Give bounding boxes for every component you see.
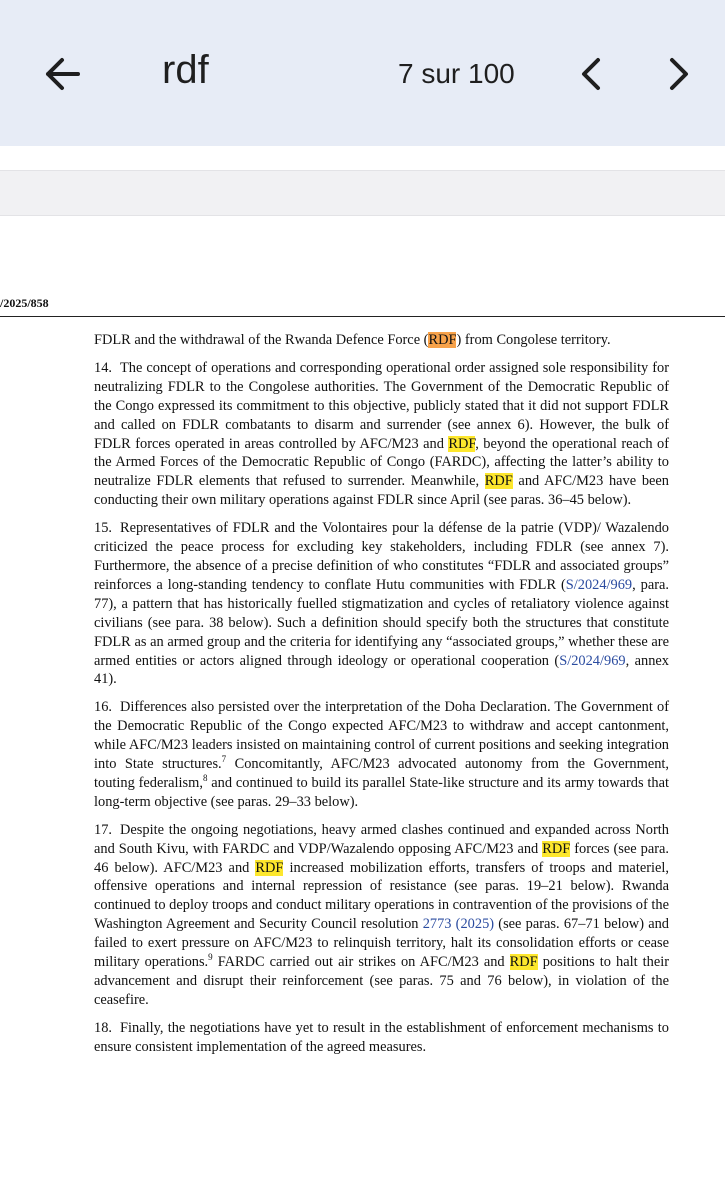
document-link[interactable]: S/2024/969 (565, 576, 633, 593)
document-symbol: /2025/858 (0, 296, 49, 310)
text-run: Despite the ongoing negotiations, heavy armed clashes continued and expanded across North and South Kivu, with FARDC and VDP/Wazalendo opposing AFC/M23 and (94, 821, 669, 857)
document-link[interactable]: 2773 (2025) (422, 916, 495, 933)
document-body[interactable] (94, 331, 669, 1066)
search-highlight: RDF (542, 840, 571, 857)
text-run: (see paras. 67–71 below) and failed to exert pressure on AFC/M23 to relinquish territory, halt its consolidation efforts or cease military operations. (94, 916, 669, 971)
text-run: The concept of operations and corresponding operational order assigned sole responsibility for neutralizing FDLR to the Congolese authorities. The Government of the Democratic Republic of the Congo expressed its commitment to this objective, publicly stated that it did not support FDLR and called on FDLR combatants to disarm and surrender (see annex 6). However, the bulk of FDLR forces operated in areas controlled by AFC/M23 and (94, 359, 669, 452)
text-run: positions to halt their advancement and disrupt their reinforcement (see paras. 75 and 76 below), in violation of the ceasefire. (94, 954, 669, 1008)
text-run: and continued to build its parallel State-like structure and its army towards that long-term objective (see paras. 29–33 below). (94, 774, 670, 810)
text-run: ) from Congolese territory. (456, 332, 611, 348)
text-run: FDLR and the withdrawal of the Rwanda Defence Force ( (94, 332, 429, 348)
search-query[interactable]: rdf (162, 48, 209, 92)
chevron-left-icon (572, 52, 608, 96)
footnote-marker[interactable]: 8 (202, 773, 208, 784)
text-run: , annex 41). (94, 652, 669, 688)
search-highlight: RDF (484, 473, 513, 490)
paragraph-15 (94, 519, 669, 689)
paragraph-number: 18. (94, 1019, 112, 1036)
text-run: Concomitantly, AFC/M23 advocated autonomy from the Government, touting federalism, (94, 756, 670, 791)
document-link[interactable]: S/2024/969 (559, 652, 626, 669)
text-run: , para. 77), a pattern that has historically fuelled stigmatization and cycles of retaliatory violence against civilians (see para. 38 below). Such a definition should specify both the structures that constitute FDLR as an armed group and the criteria for identifying any “associated groups,” whether these are armed entities or actors aligned through ideology or operational cooperation ( (94, 576, 669, 669)
search-highlight: RDF (509, 954, 538, 971)
back-arrow-icon (40, 52, 90, 96)
text-run: and AFC/M23 have been conducting their own military operations against FDLR since April (see paras. 36–45 below). (94, 473, 669, 509)
paragraph-number: 16. (94, 699, 112, 716)
chevron-right-icon (662, 52, 698, 96)
paragraph-intro (94, 331, 669, 350)
text-run: , beyond the operational reach of the Armed Forces of the Democratic Republic of Congo (FARDC), affecting the latter’s ability to neutralize FDLR elements that refused to surrender. Meanwhile, (94, 435, 669, 490)
paragraph-18 (94, 1019, 669, 1057)
paragraph-number: 15. (94, 520, 112, 537)
search-highlight: RDF (255, 859, 284, 876)
text-run: Finally, the negotiations have yet to result in the establishment of enforcement mechanisms to ensure consistent implementation of the agreed measures. (94, 1019, 669, 1055)
paragraph-number: 17. (94, 821, 112, 838)
search-highlight: RDF (448, 435, 476, 452)
match-counter: 7 sur 100 (398, 58, 515, 89)
text-run: Differences also persisted over the interpretation of the Doha Declaration. The Government of the Democratic Republic of the Congo expected AFC/M23 to withdraw and accept cantonment, while AFC/M23 leaders insisted on maintaining control of current positions and seeking integration into State structures. (94, 699, 669, 773)
next-match-button[interactable] (662, 52, 698, 96)
back-button[interactable] (40, 52, 90, 96)
find-toolbar (0, 0, 725, 146)
paragraph-number: 14. (94, 359, 112, 376)
previous-match-button[interactable] (572, 52, 608, 96)
text-run: FARDC carried out air strikes on AFC/M23 and (212, 954, 510, 971)
text-run: forces (see para. 46 below). AFC/M23 and (94, 840, 669, 876)
text-run: Representatives of FDLR and the Volontaires pour la défense de la patrie (VDP)/ Wazalendo criticized the peace process for excluding key stakeholders, including FDLR (see annex 7). Furthermore, the absence of a precise definition of who constitutes “FDLR and associated groups” reinforces a long-standing tendency to conflate Hutu communities with FDLR ( (94, 520, 669, 593)
header-rule (0, 316, 725, 317)
text-run: increased mobilization efforts, transfers of troops and materiel, offensive operations and internal repression of resistance (see paras. 19–21 below). Rwanda continued to deploy troops and conduct military operations in contravention of the provisions of the Washington Agreement and Security Council resolution (94, 859, 669, 933)
current-search-highlight: RDF (428, 332, 457, 348)
footnote-marker[interactable]: 9 (208, 952, 213, 963)
paragraph-16 (94, 698, 669, 811)
footnote-marker[interactable]: 7 (221, 754, 227, 765)
paragraph-14 (94, 359, 669, 510)
page-gap-band (0, 170, 725, 216)
paragraph-17 (94, 821, 669, 1010)
